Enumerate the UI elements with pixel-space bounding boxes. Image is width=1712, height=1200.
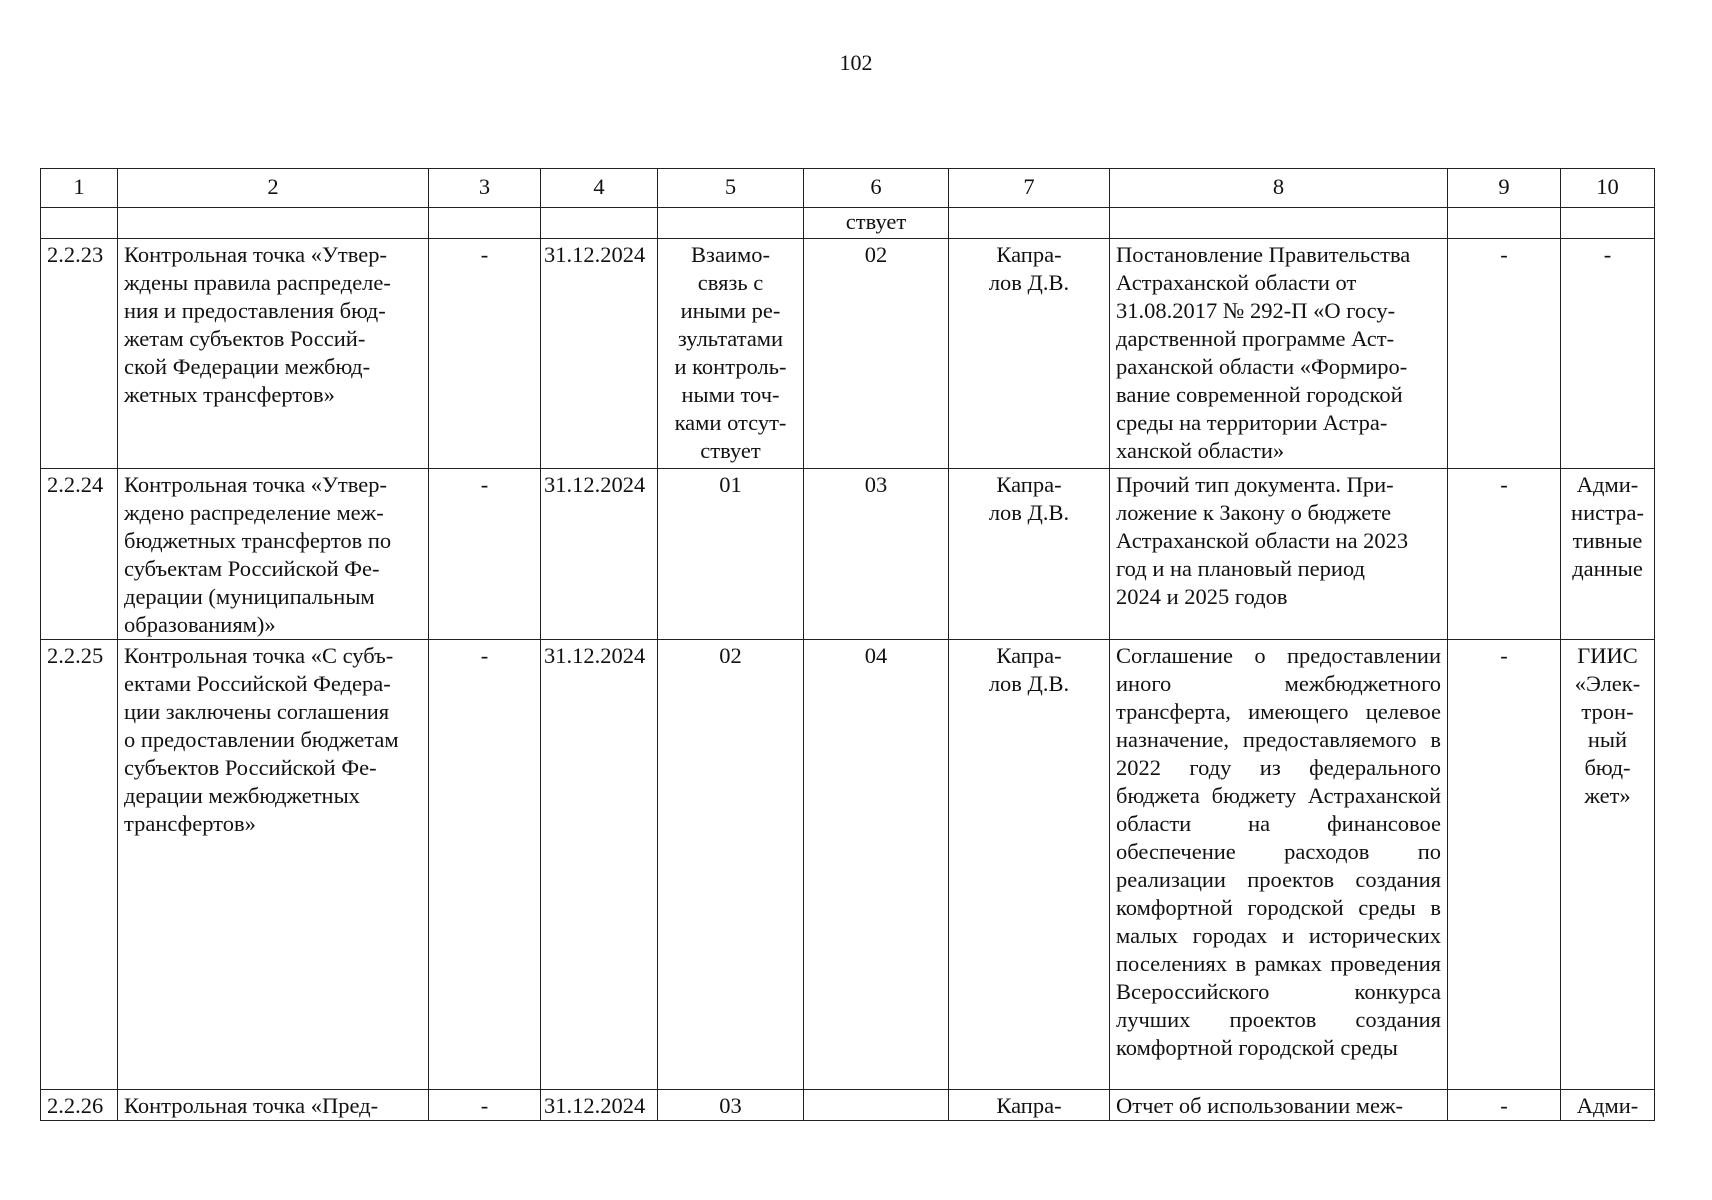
continuation-cell <box>658 208 804 239</box>
responsible-person: Капра- <box>949 1090 1110 1121</box>
document-description: Прочий тип документа. При- ложение к Закону о бюджете Астраханской области на 2023 год и на плановый период 2024 и 2025 годов <box>1110 469 1448 640</box>
header-col-2: 2 <box>118 169 429 208</box>
document-table <box>40 168 1655 1121</box>
col6-value: 03 <box>804 469 949 640</box>
col3-value: - <box>429 1090 541 1121</box>
control-point-name: Контрольная точка «Утвер- ждены правила распределе- ния и предоставления бюд- жетам субъектов Россий- ской Федерации межбюд- жетных трансфертов» <box>118 239 429 469</box>
col6-value <box>804 1090 949 1121</box>
control-point-name: Контрольная точка «Утвер- ждено распределение меж- бюджетных трансфертов по субъектам Российской Фе- дерации (муниципальным образованиям)» <box>118 469 429 640</box>
col9-value: - <box>1448 469 1561 640</box>
responsible-person: Капра- лов Д.В. <box>949 469 1110 640</box>
header-col-5: 5 <box>658 169 804 208</box>
table-row <box>41 1090 1655 1121</box>
header-col-3: 3 <box>429 169 541 208</box>
col5-value: 03 <box>658 1090 804 1121</box>
continuation-cell <box>118 208 429 239</box>
continuation-cell <box>1110 208 1448 239</box>
data-source: Адми- <box>1561 1090 1655 1121</box>
row-number: 2.2.25 <box>41 640 118 1090</box>
header-col-1: 1 <box>41 169 118 208</box>
document-description: Отчет об использовании меж- <box>1110 1090 1448 1121</box>
continuation-cell <box>949 208 1110 239</box>
control-point-name: Контрольная точка «С субъ- ектами Российской Федера- ции заключены соглашения о предоставлении бюджетам субъектов Российской Фе- дерации межбюджетных трансфертов» <box>118 640 429 1090</box>
header-col-6: 6 <box>804 169 949 208</box>
col9-value: - <box>1448 1090 1561 1121</box>
relationship-cell: Взаимо- связь с иными ре- зультатами и контроль- ными точ- ками отсут- ствует <box>658 239 804 469</box>
continuation-cell <box>541 208 658 239</box>
table-row <box>41 239 1655 469</box>
data-source: Адми- нистра- тивные данные <box>1561 469 1655 640</box>
header-col-10: 10 <box>1561 169 1655 208</box>
responsible-person: Капра- лов Д.В. <box>949 239 1110 469</box>
document-description: Постановление Правительства Астраханской области от 31.08.2017 № 292-П «О госу- дарственной программе Аст- раханской области «Формиро- вание современной городской среды на территории Астра- ханской области» <box>1110 239 1448 469</box>
table-row <box>41 469 1655 640</box>
col3-value: - <box>429 239 541 469</box>
data-source: - <box>1561 239 1655 469</box>
continuation-cell <box>1561 208 1655 239</box>
row-number: 2.2.23 <box>41 239 118 469</box>
continuation-row <box>41 208 1655 239</box>
col9-value: - <box>1448 640 1561 1090</box>
col6-value: 04 <box>804 640 949 1090</box>
row-number: 2.2.24 <box>41 469 118 640</box>
continuation-text: ствует <box>804 208 949 239</box>
table-row <box>41 640 1655 1090</box>
col3-value: - <box>429 640 541 1090</box>
date-cell: 31.12.2024 <box>541 469 658 640</box>
continuation-cell <box>41 208 118 239</box>
column-number-row <box>41 169 1655 208</box>
document-description: Соглашение о предоставлении иного межбюджетного трансферта, имеющего целевое назначение, предоставляемого в 2022 году из федерального бюджета бюджету Астраханской области на финансовое обеспечение расходов по реализации проектов создания комфортной городской среды в малых городах и исторических поселениях в рамках проведения Всероссийского конкурса лучших проектов создания комфортной городской среды <box>1110 640 1448 1090</box>
col9-value: - <box>1448 239 1561 469</box>
data-source: ГИИС «Элек- трон- ный бюд- жет» <box>1561 640 1655 1090</box>
header-col-4: 4 <box>541 169 658 208</box>
date-cell: 31.12.2024 <box>541 1090 658 1121</box>
col5-value: 01 <box>658 469 804 640</box>
date-cell: 31.12.2024 <box>541 239 658 469</box>
col3-value: - <box>429 469 541 640</box>
control-point-name: Контрольная точка «Пред- <box>118 1090 429 1121</box>
responsible-person: Капра- лов Д.В. <box>949 640 1110 1090</box>
col5-value: 02 <box>658 640 804 1090</box>
header-col-8: 8 <box>1110 169 1448 208</box>
row-number: 2.2.26 <box>41 1090 118 1121</box>
date-cell: 31.12.2024 <box>541 640 658 1090</box>
header-col-9: 9 <box>1448 169 1561 208</box>
continuation-cell <box>1448 208 1561 239</box>
page-number: 102 <box>839 50 873 75</box>
header-col-7: 7 <box>949 169 1110 208</box>
col6-value: 02 <box>804 239 949 469</box>
continuation-cell <box>429 208 541 239</box>
